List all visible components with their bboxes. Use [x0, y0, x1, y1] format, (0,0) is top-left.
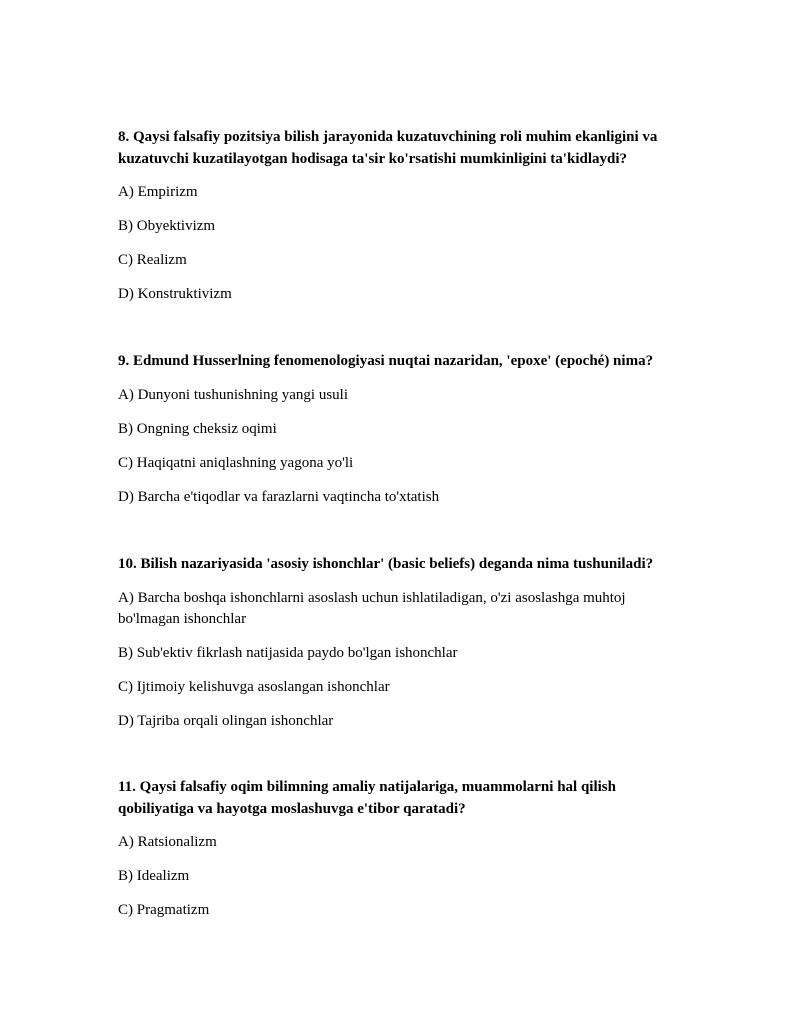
answer-option-d: D) Tajriba orqali olingan ishonchlar: [118, 713, 334, 729]
question-text: 11. Qaysi falsafiy oqim bilimning amaliy natijalariga, muammolarni hal qilish qobiliyatiga va hayotga moslashuvga e'tibor qaratadi?: [118, 779, 616, 817]
answer-option-b: B) Ongning cheksiz oqimi: [118, 421, 277, 437]
answer-option-a: A) Ratsionalizm: [118, 834, 217, 850]
question-text: 9. Edmund Husserlning fenomenologiyasi nuqtai nazaridan, 'epoxe' (epoché) nima?: [118, 353, 654, 369]
question-9: [118, 350, 688, 508]
answer-option-d: D) Konstruktivizm: [118, 286, 232, 302]
answer-option-b: B) Sub'ektiv fikrlash natijasida paydo bo'lgan ishonchlar: [118, 645, 458, 661]
answer-option-b: B) Idealizm: [118, 868, 190, 884]
question-text: 8. Qaysi falsafiy pozitsiya bilish jarayonida kuzatuvchining roli muhim ekanligini va kuzatuvchi kuzatilayotgan hodisaga ta'sir ko'rsatishi mumkinligini ta'kidlaydi?: [118, 129, 658, 167]
question-10: [118, 553, 688, 732]
answer-option-d: D) Barcha e'tiqodlar va farazlarni vaqtincha to'xtatish: [118, 489, 440, 505]
question-11: [118, 776, 688, 921]
answer-option-c: C) Realizm: [118, 252, 187, 268]
question-8: [118, 126, 688, 305]
answer-option-c: C) Haqiqatni aniqlashning yagona yo'li: [118, 455, 354, 471]
answer-option-c: C) Pragmatizm: [118, 902, 210, 918]
answer-option-c: C) Ijtimoiy kelishuvga asoslangan ishonchlar: [118, 679, 390, 695]
answer-option-a: A) Dunyoni tushunishning yangi usuli: [118, 387, 349, 403]
answer-option-b: B) Obyektivizm: [118, 218, 216, 234]
answer-option-a: A) Empirizm: [118, 184, 198, 200]
question-text: 10. Bilish nazariyasida 'asosiy ishonchlar' (basic beliefs) deganda nima tushuniladi?: [118, 556, 654, 572]
answer-option-a: A) Barcha boshqa ishonchlarni asoslash uchun ishlatiladigan, o'zi asoslashga muhtoj bo'lmagan ishonchlar: [118, 590, 626, 627]
